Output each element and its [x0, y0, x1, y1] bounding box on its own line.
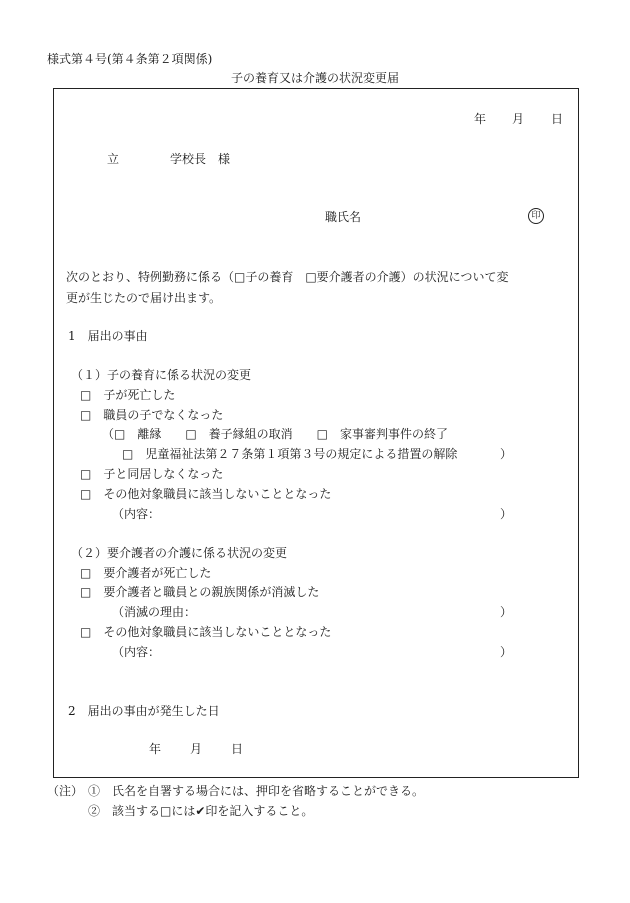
page-title: 子の養育又は介護の状況変更届	[230, 71, 399, 85]
care-content-close: ）	[500, 645, 513, 659]
date-day-label: 日	[551, 112, 564, 126]
care-content-label: （内容：	[112, 645, 161, 659]
section2-heading: 2 届出の事由が発生した日	[68, 704, 220, 718]
care-reason-label: （消滅の理由：	[112, 605, 197, 619]
child-item-not-cohabiting: □ 子と同居しなくなった	[80, 467, 224, 481]
addressee-name: 学校長 様	[170, 152, 231, 166]
child-content-label: （内容：	[112, 507, 161, 521]
date-year-label: 年	[474, 112, 487, 126]
note-1: ① 氏名を自署する場合には、押印を省略することができる。	[88, 784, 425, 798]
notes-prefix: （注）	[47, 784, 84, 798]
child-item-other: □ その他対象職員に該当しないこととなった	[80, 487, 332, 501]
child-item-not-child: □ 職員の子でなくなった	[80, 408, 224, 422]
note-2: ② 該当する□には✔印を記入すること。	[88, 804, 314, 818]
care-item-other: □ その他対象職員に該当しないこととなった	[80, 625, 332, 639]
child-heading: （１）子の養育に係る状況の変更	[71, 368, 252, 382]
care-heading: （２）要介護者の介護に係る状況の変更	[71, 546, 288, 560]
date-month-label: 月	[512, 112, 525, 126]
care-item-death: □ 要介護者が死亡した	[80, 566, 212, 580]
intro-line-2: 更が生じたので届け出ます。	[66, 291, 222, 305]
section1-heading: 1 届出の事由	[68, 329, 148, 343]
occurrence-month-label: 月	[190, 742, 203, 756]
seal-mark: 印	[528, 208, 544, 224]
intro-line-1: 次のとおり、特例勤務に係る（□子の養育 □要介護者の介護）の状況について変	[66, 270, 509, 284]
occurrence-day-label: 日	[231, 742, 244, 756]
addressee-prefix: 立	[107, 152, 120, 166]
child-sub-close: ）	[500, 447, 513, 461]
child-sub-reasons: （□ 離縁 □ 養子縁組の取消 □ 家事審判事件の終了	[102, 427, 449, 441]
care-reason-close: ）	[500, 605, 513, 619]
child-item-death: □ 子が死亡した	[80, 388, 176, 402]
signature-label: 職氏名	[325, 210, 362, 224]
occurrence-year-label: 年	[149, 742, 162, 756]
form-number: 様式第４号(第４条第２項関係)	[47, 52, 213, 66]
child-sub-welfare-measure: □ 児童福祉法第２７条第１項第３号の規定による措置の解除	[122, 447, 458, 461]
care-item-relation-ended: □ 要介護者と職員との親族関係が消滅した	[80, 585, 320, 599]
child-content-close: ）	[500, 507, 513, 521]
